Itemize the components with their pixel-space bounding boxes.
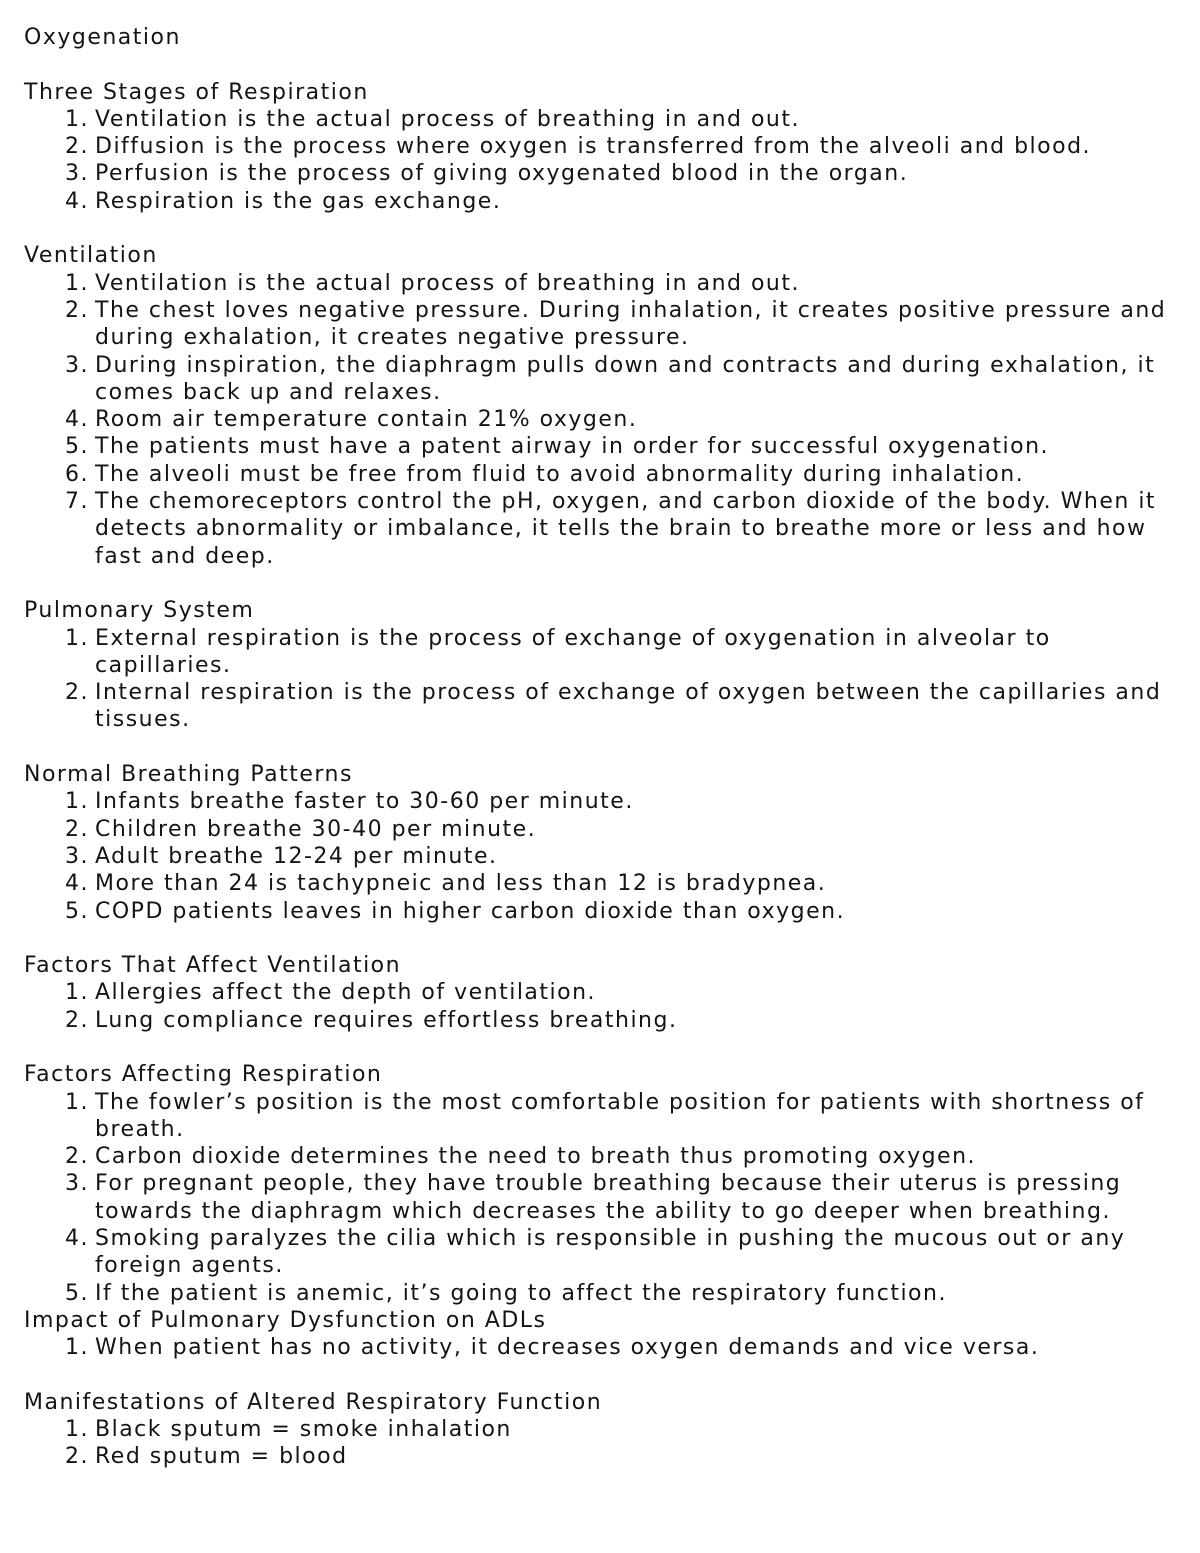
list-item-text: Diffusion is the process where oxygen is transferred from the alveoli and blood. [95, 134, 1092, 160]
list-item-text: Carbon dioxide determines the need to breath thus promoting oxygen. [95, 1144, 977, 1170]
list-number: 5. [65, 898, 89, 924]
list-number: 5. [65, 434, 89, 460]
list-number: 3. [65, 1171, 89, 1197]
list-item [24, 433, 1184, 460]
list-item [24, 461, 1184, 488]
list-item-text: During inspiration, the diaphragm pulls down and contracts and during exhalation, it comes back up and relaxes. [95, 352, 1156, 405]
list-item-text: If the patient is anemic, it’s going to affect the respiratory function. [95, 1280, 947, 1306]
list-number: 7. [65, 489, 89, 515]
document-page [24, 24, 1184, 1471]
section-heading: Three Stages of Respiration [24, 79, 369, 105]
list-item-text: The chest loves negative pressure. During inhalation, it creates positive pressure and during exhalation, it creates negative pressure. [95, 297, 1167, 351]
section-manifestations-altered-respiratory [24, 1389, 1184, 1471]
section-heading: Ventilation [24, 243, 158, 269]
list-item [24, 679, 1184, 734]
list-item [24, 270, 1184, 297]
list-number: 5. [65, 1280, 89, 1306]
list-number: 1. [65, 789, 89, 815]
list-item [24, 1170, 1184, 1225]
list-item [24, 979, 1184, 1006]
section-factors-affecting-respiration [24, 1061, 1184, 1307]
list-item [24, 816, 1184, 843]
section-heading: Factors That Affect Ventilation [24, 953, 402, 979]
section-heading: Normal Breathing Patterns [24, 762, 353, 788]
list-item [24, 188, 1184, 215]
list-number: 3. [65, 843, 89, 869]
list-number: 3. [65, 352, 89, 378]
list-item-text: COPD patients leaves in higher carbon dioxide than oxygen. [95, 898, 846, 924]
list-item [24, 1225, 1184, 1280]
numbered-list [24, 979, 1184, 1034]
list-number: 1. [65, 1335, 89, 1361]
numbered-list [24, 625, 1184, 734]
list-number: 1. [65, 1089, 89, 1115]
list-item-text: Red sputum = blood [95, 1444, 348, 1470]
list-item [24, 1007, 1184, 1034]
numbered-list [24, 1416, 1184, 1471]
list-item-text: Ventilation is the actual process of breathing in and out. [95, 106, 800, 132]
list-item [24, 488, 1184, 570]
list-number: 2. [65, 134, 89, 160]
list-item-text: Internal respiration is the process of exchange of oxygen between the capillaries and tissues. [95, 680, 1162, 733]
section-heading: Factors Affecting Respiration [24, 1062, 383, 1088]
list-item-text: Smoking paralyzes the cilia which is responsible in pushing the mucous out or any foreign agents. [95, 1226, 1126, 1279]
list-item-text: The chemoreceptors control the pH, oxygen, and carbon dioxide of the body. When it detects abnormality or imbalance, it tells the brain to breathe more or less and how fast and deep. [95, 489, 1157, 569]
list-item [24, 1416, 1184, 1443]
list-item [24, 898, 1184, 925]
list-item [24, 1280, 1184, 1307]
list-item-text: Allergies affect the depth of ventilation. [95, 980, 597, 1006]
list-item [24, 788, 1184, 815]
list-item-text: The fowler’s position is the most comfortable position for patients with shortness of breath. [95, 1089, 1145, 1142]
section-factors-affect-ventilation [24, 952, 1184, 1034]
numbered-list [24, 106, 1184, 215]
list-item [24, 160, 1184, 187]
numbered-list [24, 788, 1184, 924]
list-item-text: For pregnant people, they have trouble breathing because their uterus is pressing towards the diaphragm which decreases the ability to go deeper when breathing. [95, 1171, 1122, 1224]
list-number: 2. [65, 297, 89, 323]
document-title: Oxygenation [24, 25, 181, 50]
list-item [24, 1334, 1184, 1361]
list-item-text: Infants breathe faster to 30-60 per minute. [95, 789, 634, 815]
list-item-text: The alveoli must be free from fluid to avoid abnormality during inhalation. [95, 461, 1025, 487]
list-number: 2. [65, 680, 89, 706]
list-number: 2. [65, 1144, 89, 1170]
list-item [24, 843, 1184, 870]
section-pulmonary-system [24, 597, 1184, 733]
list-item [24, 1089, 1184, 1144]
list-number: 1. [65, 980, 89, 1006]
section-impact-pulmonary-dysfunction [24, 1307, 1184, 1362]
list-item [24, 1143, 1184, 1170]
section-heading: Pulmonary System [24, 598, 255, 624]
list-number: 4. [65, 1226, 89, 1252]
list-item [24, 133, 1184, 160]
list-number: 4. [65, 188, 89, 214]
list-number: 1. [65, 625, 89, 651]
list-number: 6. [65, 461, 89, 487]
list-number: 1. [65, 1417, 89, 1443]
list-number: 2. [65, 816, 89, 842]
section-heading: Manifestations of Altered Respiratory Function [24, 1389, 603, 1415]
numbered-list [24, 1089, 1184, 1307]
list-item-text: Room air temperature contain 21% oxygen. [95, 407, 638, 433]
section-three-stages [24, 79, 1184, 215]
list-number: 4. [65, 871, 89, 897]
list-item-text: External respiration is the process of exchange of oxygenation in alveolar to capillaries. [95, 625, 1051, 678]
list-item [24, 870, 1184, 897]
list-number: 2. [65, 1007, 89, 1033]
list-item-text: Children breathe 30-40 per minute. [95, 816, 537, 842]
list-item-text: Adult breathe 12-24 per minute. [95, 843, 498, 869]
numbered-list [24, 270, 1184, 570]
list-item-text: More than 24 is tachypneic and less than 12 is bradypnea. [95, 871, 827, 897]
list-item [24, 1443, 1184, 1470]
list-item [24, 625, 1184, 680]
list-item-text: Black sputum = smoke inhalation [95, 1417, 512, 1443]
section-normal-breathing-patterns [24, 761, 1184, 925]
list-number: 1. [65, 270, 89, 296]
list-item [24, 352, 1184, 407]
list-number: 2. [65, 1444, 89, 1470]
numbered-list [24, 1334, 1184, 1361]
list-item-text: Perfusion is the process of giving oxygenated blood in the organ. [95, 161, 909, 187]
list-item-text: The patients must have a patent airway in order for successful oxygenation. [95, 434, 1050, 460]
section-heading: Impact of Pulmonary Dysfunction on ADLs [24, 1307, 547, 1333]
list-item [24, 297, 1184, 352]
list-item-text: Ventilation is the actual process of breathing in and out. [95, 270, 800, 296]
list-number: 1. [65, 106, 89, 132]
list-number: 4. [65, 407, 89, 433]
list-item-text: Respiration is the gas exchange. [95, 188, 502, 214]
list-number: 3. [65, 161, 89, 187]
list-item-text: Lung compliance requires effortless breathing. [95, 1007, 678, 1033]
list-item [24, 406, 1184, 433]
list-item [24, 106, 1184, 133]
section-ventilation [24, 242, 1184, 570]
list-item-text: When patient has no activity, it decreases oxygen demands and vice versa. [95, 1335, 1040, 1361]
